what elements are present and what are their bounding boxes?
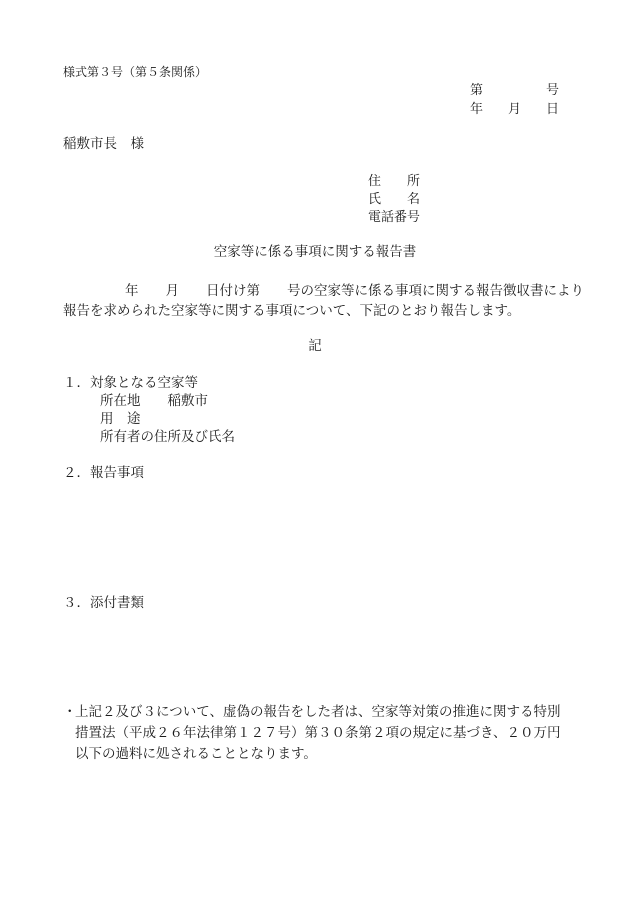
- body-paragraph: [63, 281, 584, 321]
- owner-label: 所有者の住所及び氏名: [100, 429, 235, 445]
- date-year: 年: [470, 102, 484, 117]
- doc-number-row: [470, 84, 560, 103]
- sender-name-label: 氏 名: [368, 192, 421, 207]
- date-day: 日: [546, 102, 560, 117]
- section-1-heading: １．対象となる空家等: [63, 375, 198, 391]
- date-row: [470, 103, 560, 122]
- addressee: 稲敷市長 様: [63, 136, 144, 152]
- number-date-block: [470, 84, 560, 122]
- doc-number-suffix: 号: [546, 83, 560, 98]
- penalty-note: [63, 702, 563, 765]
- note-bullet: ・: [63, 704, 77, 720]
- section-3-heading: ３．添付書類: [63, 595, 144, 611]
- note-text: 上記２及び３について、虚偽の報告をした者は、空家等対策の推進に関する特別措置法（平成２６年法律第１２７号）第３０条第２項の規定に基づき、２０万円以下の過料に処されることとなります。: [75, 704, 561, 762]
- body-line-1: 年 月 日付け第 号の空家等に係る事項に関する報告徴収書により: [125, 283, 584, 299]
- section-2-heading: ２．報告事項: [63, 465, 144, 481]
- form-number: 様式第３号（第５条関係）: [63, 65, 208, 79]
- ki-heading: 記: [308, 338, 322, 354]
- sender-phone-label: 電話番号: [368, 210, 421, 225]
- usage-label: 用 途: [100, 411, 141, 427]
- sender-address-label: 住 所: [368, 174, 421, 189]
- date-month: 月: [508, 102, 522, 117]
- location-label: 所在地 稲敷市: [100, 393, 208, 409]
- sender-block: [368, 175, 420, 229]
- document-title: 空家等に係る事項に関する報告書: [213, 244, 417, 260]
- body-line-2: 報告を求められた空家等に関する事項について、下記のとおり報告します。: [63, 303, 521, 319]
- doc-number-prefix: 第: [470, 83, 484, 98]
